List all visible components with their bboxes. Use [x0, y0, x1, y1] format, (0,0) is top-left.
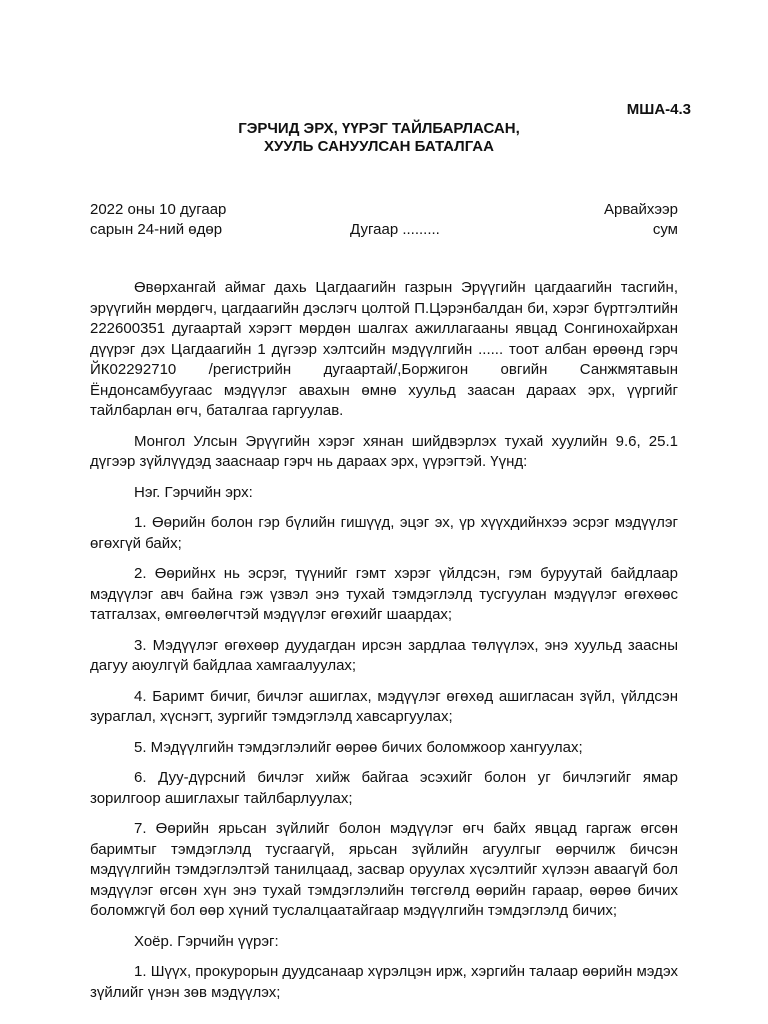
document-number: Дугаар .........: [350, 221, 440, 238]
date-line-2: сарын 24-ний өдөр: [90, 221, 223, 238]
document-place: [478, 200, 678, 240]
section-heading: Нэг. Гэрчийн эрх:: [134, 483, 253, 501]
date-line-1: 2022 оны 10 дугаар: [90, 201, 227, 218]
list-item: 2. Өөрийнх нь эсрэг, түүнийг гэмт хэрэг үйлдсэн, гэм буруутай байдлаар мэдүүлэг авч байна гэж үзвэл энэ тухай тэмдэглэлд тусгуулан мэдүүлэг өгөхөөс татгалзах, өмгөөлөгчтэй мэдүүлэг өгөхийг шаардах;: [90, 565, 678, 623]
form-code: МША-4.3: [626, 101, 691, 118]
document-meta: [90, 200, 678, 240]
list-item: 1. Өөрийн болон гэр бүлийн гишүүд, эцэг эх, үр хүүхдийнхээ эсрэг мэдүүлэг өгөхгүй байх;: [90, 514, 678, 552]
place-line-2: сум: [652, 221, 678, 238]
list-item: 3. Мэдүүлэг өгөхөөр дуудагдан ирсэн зардлаа төлүүлэх, энэ хуульд заасны дагуу аюулгүй байдлаа хамгаалуулах;: [90, 636, 678, 674]
place-line-1: Арвайхээр: [603, 201, 678, 218]
list-item: 4. Баримт бичиг, бичлэг ашиглах, мэдүүлэг өгөхөд ашигласан зүйл, үйлдсэн зураглал, хүснэгт, зургийг тэмдэглэлд хавсаргуулах;: [90, 687, 678, 725]
list-item: 7. Өөрийн ярьсан зүйлийг болон мэдүүлэг өгч байх явцад гаргаж өгсөн баримтыг тэмдэглэлд тусгаагүй, ярьсан зүйлийн агуулгыг өөрчилж бичсэн мэдүүлгийн тэмдэглэлтэй танилцаад, засвар оруулах хүсэлтийг хүлээн аваагүй бол мэдүүлэг өгсөн хүн энэ тухай тэмдэглэлийн төгсгөлд өөрийн гараар, өөрөө бичих боломжгүй бол өөр хүний туслалцаатайгаар мэдүүлгийн тэмдэглэлд бичих;: [90, 820, 678, 919]
title-line-2: ХУУЛЬ САНУУЛСАН БАТАЛГАА: [264, 138, 494, 155]
title-line-1: ГЭРЧИД ЭРХ, ҮҮРЭГ ТАЙЛБАРЛАСАН,: [238, 120, 520, 137]
document-title: [90, 120, 678, 156]
paragraph: Монгол Улсын Эрүүгийн хэрэг хянан шийдвэрлэх тухай хуулийн 9.6, 25.1 дүгээр зүйлүүдэд зааснаар гэрч нь дараах эрх, үүрэгтэй. Үүнд:: [90, 432, 678, 470]
document-date: [90, 200, 290, 240]
list-item: 6. Дуу-дүрсний бичлэг хийж байгаа эсэхийг болон уг бичлэгийг ямар зорилгоор ашиглахыг тайлбарлуулах;: [90, 769, 678, 807]
document-body: [90, 278, 678, 1003]
paragraph: Өвөрхангай аймаг дахь Цагдаагийн газрын Эрүүгийн цагдаагийн тасгийн, эрүүгийн мөрдөгч, цагдаагийн дэслэгч цолтой П.Цэрэнбалдан би, хэрэг бүртгэлтийн 222600351 дугаартай хэрэгт мөрдөн шалгах ажиллагааны явцад Сонгинохайрхан дүүрэг дэх Цагдаагийн 1 дүгээр хэлтсийн мэдүүлгийн ...... тоот албан өрөөнд гэрч ЙК02292710 /регистрийн дугаартай/,Боржигон овгийн Санжмятавын Ёндонсамбуугаас мэдүүлэг авахын өмнө хуульд заасан дараах эрх, үүргийг тайлбарлан өгч, баталгаа гаргуулав.: [90, 279, 678, 419]
list-item: 5. Мэдүүлгийн тэмдэглэлийг өөрөө бичих боломжоор хангуулах;: [134, 738, 583, 756]
list-item: 1. Шүүх, прокурорын дуудсанаар хүрэлцэн ирж, хэргийн талаар өөрийн мэдэх зүйлийг үнэн зөв мэдүүлэх;: [90, 963, 678, 1001]
section-heading: Хоёр. Гэрчийн үүрэг:: [134, 932, 279, 950]
